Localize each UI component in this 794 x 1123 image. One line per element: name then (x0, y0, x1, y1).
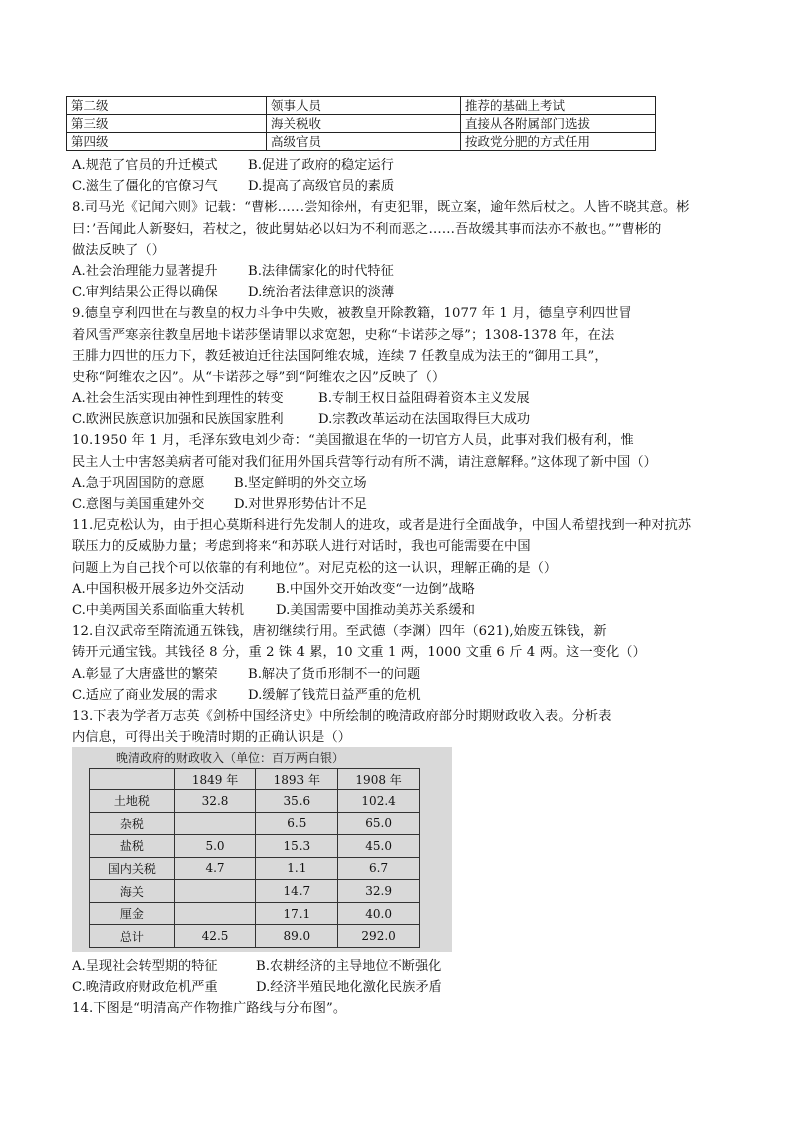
option-c[interactable]: C.审判结果公正得以确保 (72, 285, 218, 301)
option-a[interactable]: A.急于巩固国防的意愿 (72, 475, 205, 491)
figure-title: 晚清政府的财政收入（单位：百万两白银） (115, 751, 344, 765)
option-c[interactable]: C.欧洲民族意识加强和民族国家胜利 (72, 412, 284, 428)
row-label: 国内关税 (90, 857, 175, 880)
table-row (90, 880, 420, 903)
option-row (72, 600, 732, 621)
table-row (90, 835, 420, 858)
table-row (90, 790, 420, 813)
option-row (72, 409, 732, 430)
table-cell: 14.7 (256, 880, 338, 903)
option-b[interactable]: B.中国外交开始改变“一边倒”战略 (276, 581, 475, 597)
table-cell: 32.8 (174, 790, 256, 813)
option-row (72, 977, 732, 998)
table-cell: 5.0 (174, 835, 256, 858)
option-d[interactable]: D.缓解了钱荒日益严重的危机 (248, 687, 421, 703)
row-label: 土地税 (90, 790, 175, 813)
table-cell: 15.3 (256, 835, 338, 858)
option-row (72, 473, 732, 494)
table-cell: 海关税收 (267, 115, 461, 133)
column-header: 1849 年 (174, 769, 256, 790)
table-cell: 292.0 (338, 925, 420, 948)
table-cell: 领事人员 (267, 97, 461, 115)
table-cell: 42.5 (174, 925, 256, 948)
table-row (67, 115, 656, 133)
option-b[interactable]: B.法律儒家化的时代特征 (248, 263, 394, 279)
option-c[interactable]: C.滋生了僵化的官僚习气 (72, 179, 218, 195)
question-14-text: 14.下图是“明清高产作物推广路线与分布图”。 (72, 1001, 347, 1017)
table-row (90, 925, 420, 948)
question-9-text: 王腓力四世的压力下，教廷被迫迁往法国阿维农城，连续 7 任教皇成为法王的“御用工具”， (72, 348, 608, 364)
table-cell: 按政党分肥的方式任用 (461, 133, 656, 151)
option-a[interactable]: A.中国积极开展多边外交活动 (72, 581, 244, 597)
question-8-text: 8.司马光《记闻六则》记载：“曹彬……尝知徐州，有吏犯罪，既立案，逾年然后杖之。人皆不晓其意。彬 (72, 200, 690, 216)
option-d[interactable]: D.对世界形势估计不足 (234, 497, 367, 512)
option-row (72, 956, 732, 977)
table-cell: 第四级 (67, 133, 267, 151)
row-label: 总计 (90, 925, 175, 948)
option-a[interactable]: A.社会治理能力显著提升 (72, 263, 218, 279)
option-b[interactable]: B.坚定鲜明的外交立场 (234, 475, 367, 491)
column-header (90, 769, 175, 790)
option-row (72, 282, 732, 303)
option-row (72, 388, 732, 409)
table-cell: 高级官员 (267, 133, 461, 151)
question-8-text: 曰：’吾闻此人新娶妇，若杖之，彼此舅姑必以妇为不利而恶之……吾故缓其事而法亦不赦也。””曹彬的 (72, 221, 662, 237)
option-b[interactable]: B.解决了货币形制不一的问题 (248, 666, 421, 682)
table-cell: 35.6 (256, 790, 338, 813)
row-label: 厘金 (90, 902, 175, 925)
table-cell: 40.0 (338, 902, 420, 925)
table-cell: 102.4 (338, 790, 420, 813)
table-cell (174, 880, 256, 903)
question-11-text: 问题上为自己找个可以依靠的有利地位”。对尼克松的这一认识，理解正确的是（） (72, 560, 558, 576)
question-11-text: 11.尼克松认为，由于担心莫斯科进行先发制人的进攻，或者是进行全面战争，中国人希望找到一种对抗苏 (72, 518, 692, 534)
option-d[interactable]: D.宗教改革运动在法国取得巨大成功 (318, 412, 531, 428)
table-cell (174, 812, 256, 835)
column-header: 1908 年 (338, 769, 420, 790)
table-cell: 6.5 (256, 812, 338, 835)
option-b[interactable]: B.促进了政府的稳定运行 (248, 158, 394, 173)
option-a[interactable]: A.呈现社会转型期的特征 (72, 959, 218, 974)
option-b[interactable]: B.专制王权日益阻碍着资本主义发展 (318, 391, 530, 407)
option-d[interactable]: D.提高了高级官员的素质 (248, 179, 395, 195)
question-12-text: 12.自汉武帝至隋流通五铢钱，唐初继续行用。至武德（李渊）四年（621),始废五铢钱，新 (72, 624, 607, 640)
finance-table (89, 768, 420, 948)
table-cell: 推荐的基础上考试 (461, 97, 656, 115)
table-cell: 1.1 (256, 857, 338, 880)
table-row (90, 902, 420, 925)
table-cell: 32.9 (338, 880, 420, 903)
question-9-text: 着风雪严寒亲往教皇居地卡诺莎堡请罪以求宽恕，史称“卡诺莎之辱”；1308-1378 年，在法 (72, 327, 615, 343)
table-cell: 89.0 (256, 925, 338, 948)
option-row (72, 155, 732, 176)
question-9-text: 史称“阿维农之囚”。从“卡诺莎之辱”到“阿维农之囚”反映了（） (72, 369, 446, 385)
option-a[interactable]: A.规范了官员的升迁模式 (72, 158, 218, 173)
table-cell (174, 902, 256, 925)
option-row (72, 494, 732, 515)
option-c[interactable]: C.适应了商业发展的需求 (72, 687, 218, 703)
option-c[interactable]: C.意图与美国重建外交 (72, 497, 205, 512)
question-13-options (72, 956, 732, 1020)
option-a[interactable]: A.彰显了大唐盛世的繁荣 (72, 666, 218, 682)
table-row (67, 133, 656, 151)
table-header-row (90, 769, 420, 790)
question-13-text: 内信息，可得出关于晚清时期的正确认识是（） (72, 730, 352, 746)
finance-table-figure (72, 747, 452, 952)
option-d[interactable]: D.统治者法律意识的淡薄 (248, 285, 395, 301)
question-8-text: 做法反映了（） (72, 242, 166, 258)
row-label: 海关 (90, 880, 175, 903)
option-row (72, 579, 732, 600)
table-cell: 17.1 (256, 902, 338, 925)
question-body (72, 155, 732, 748)
option-row (72, 664, 732, 685)
table-cell: 45.0 (338, 835, 420, 858)
table-cell: 65.0 (338, 812, 420, 835)
row-label: 杂税 (90, 812, 175, 835)
option-row (72, 261, 732, 282)
question-11-text: 联压力的反威胁力量；考虑到将来“和苏联人进行对话时，我也可能需要在中国 (72, 539, 531, 555)
question-10-text: 10.1950 年 1 月，毛泽东致电刘少奇：“美国撤退在华的一切官方人员，此事对我们极有利，惟 (72, 433, 634, 449)
table-row (90, 812, 420, 835)
column-header: 1893 年 (256, 769, 338, 790)
table-cell: 4.7 (174, 857, 256, 880)
table-cell: 第二级 (67, 97, 267, 115)
option-row (72, 176, 732, 197)
question-10-text: 民主人士中害怒美病者可能对我们征用外国兵营等行动有所不满，请注意解释。”这体现了新中国（） (72, 454, 657, 470)
option-row (72, 685, 732, 706)
table-row (90, 857, 420, 880)
row-label: 盐税 (90, 835, 175, 858)
table-cell: 6.7 (338, 857, 420, 880)
table-cell: 第三级 (67, 115, 267, 133)
option-d[interactable]: D.经济半殖民地化激化民族矛盾 (256, 980, 442, 996)
question-13-text: 13.下表为学者万志英《剑桥中国经济史》中所绘制的晚清政府部分时期财政收入表。分析表 (72, 708, 612, 724)
option-b[interactable]: B.农耕经济的主导地位不断强化 (256, 959, 442, 974)
option-d[interactable]: D.美国需要中国推动美苏关系缓和 (276, 602, 475, 618)
question-9-text: 9.德皇亨利四世在与教皇的权力斗争中失败，被教皇开除教籍，1077 年 1 月，德皇亨利四世冒 (72, 306, 632, 322)
option-c[interactable]: C.晚清政府财政危机严重 (72, 980, 218, 996)
table-row (67, 97, 656, 115)
table-cell: 直接从各附属部门选拔 (461, 115, 656, 133)
question-12-text: 铸开元通宝钱。其钱径 8 分，重 2 铢 4 累，10 文重 1 两，1000 文重 6 斤 4 两。这一变化（） (72, 645, 646, 661)
option-a[interactable]: A.社会生活实现由神性到理性的转变 (72, 391, 284, 407)
rank-table (66, 96, 656, 151)
option-c[interactable]: C.中美两国关系面临重大转机 (72, 602, 245, 618)
